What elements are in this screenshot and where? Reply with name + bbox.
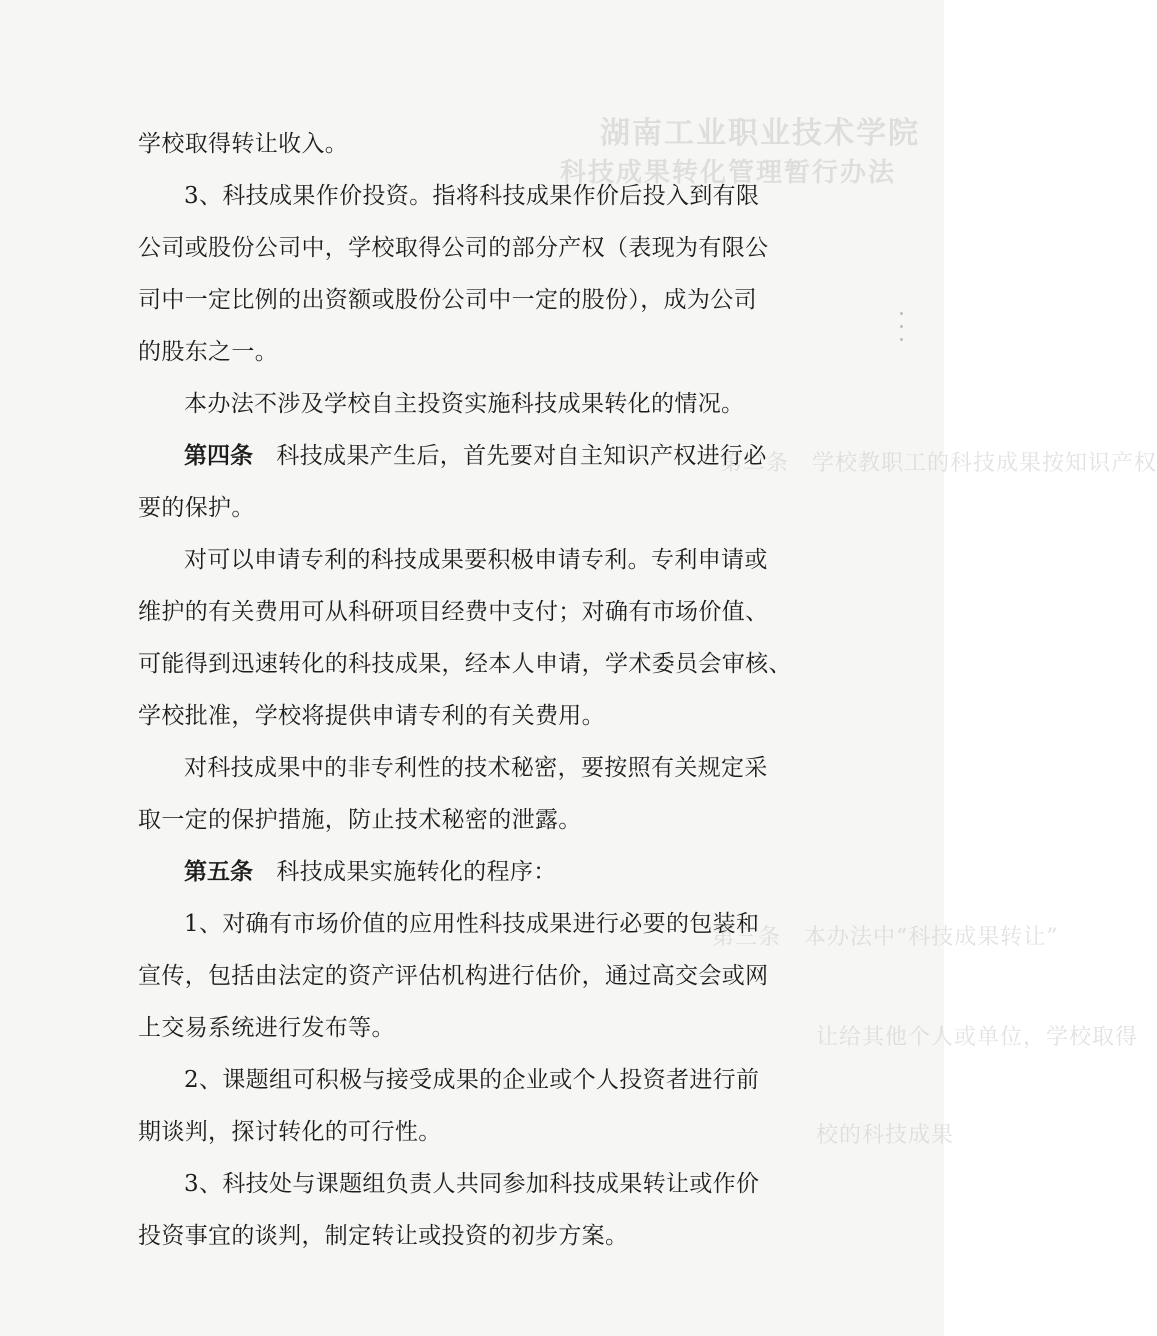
bleed-through-line: 第二条 学校教职工的科技成果按知识产权	[720, 451, 1157, 476]
line-text: 要的保护。	[138, 495, 255, 521]
line-text: 科技成果产生后，首先要对自主知识产权进行必	[253, 443, 767, 469]
text-line	[138, 794, 582, 846]
text-line	[138, 274, 757, 326]
article-line	[138, 846, 557, 898]
line-text: 学校取得转让收入。	[138, 131, 349, 157]
text-line	[138, 1106, 442, 1158]
text-line	[138, 534, 768, 586]
line-text: 1、对确有市场价值的应用性科技成果进行必要的包装和	[184, 911, 760, 937]
article-title: 第五条	[184, 859, 253, 885]
article-title: 第四条	[184, 443, 253, 469]
line-text: 投资事宜的谈判，制定转让或投资的初步方案。	[138, 1223, 629, 1249]
text-line	[138, 1210, 628, 1262]
text-line	[138, 1158, 759, 1210]
bleed-through-subheading: 科技成果转化管理暂行办法	[560, 158, 897, 188]
line-text: 3、科技处与课题组负责人共同参加科技成果转让或作价	[184, 1171, 760, 1197]
bleed-through-heading: 湖南工业职业技术学院	[600, 116, 920, 151]
text-line	[138, 690, 605, 742]
line-text: 的股东之一。	[138, 339, 279, 365]
line-text: 学校批准，学校将提供申请专利的有关费用。	[138, 703, 605, 729]
line-text: 对科技成果中的非专利性的技术秘密，要按照有关规定采	[184, 755, 768, 781]
text-line	[138, 482, 255, 534]
line-text: 可能得到迅速转化的科技成果，经本人申请，学术委员会审核、	[138, 651, 792, 677]
article-line	[138, 430, 767, 482]
line-text: 宣传，包括由法定的资产评估机构进行估价，通过高交会或网	[138, 963, 769, 989]
text-line	[138, 638, 792, 690]
text-line	[138, 898, 759, 950]
line-text: 本办法不涉及学校自主投资实施科技成果转化的情况。	[184, 391, 745, 417]
line-text: 取一定的保护措施，防止技术秘密的泄露。	[138, 807, 582, 833]
text-line	[138, 170, 759, 222]
line-text: 对可以申请专利的科技成果要积极申请专利。专利申请或	[184, 547, 768, 573]
line-text: 维护的有关费用可从科研项目经费中支付；对确有市场价值、	[138, 599, 769, 625]
bleed-through-line: 第三条 本办法中“科技成果转让”	[712, 925, 1059, 950]
line-text: 2、课题组可积极与接受成果的企业或个人投资者进行前	[184, 1067, 760, 1093]
line-text: 司中一定比例的出资额或股份公司中一定的股份），成为公司	[138, 287, 757, 313]
line-text: 科技成果实施转化的程序：	[253, 859, 557, 885]
text-line	[138, 586, 768, 638]
text-line	[138, 950, 768, 1002]
line-text: 期谈判，探讨转化的可行性。	[138, 1119, 442, 1145]
text-line	[138, 378, 744, 430]
text-line	[138, 1054, 759, 1106]
line-text: 公司或股份公司中，学校取得公司的部分产权（表现为有限公	[138, 235, 769, 261]
text-line	[138, 1002, 395, 1054]
bleed-through-line: 让给其他个人或单位，学校取得	[816, 1025, 1139, 1050]
bleed-through-line: 校的科技成果	[816, 1123, 955, 1148]
text-line	[138, 326, 278, 378]
margin-marks	[900, 312, 904, 352]
text-line	[138, 118, 348, 170]
line-text: 上交易系统进行发布等。	[138, 1015, 395, 1041]
line-text: 3、科技成果作价投资。指将科技成果作价后投入到有限	[184, 183, 760, 209]
text-line	[138, 222, 768, 274]
text-line	[138, 742, 768, 794]
